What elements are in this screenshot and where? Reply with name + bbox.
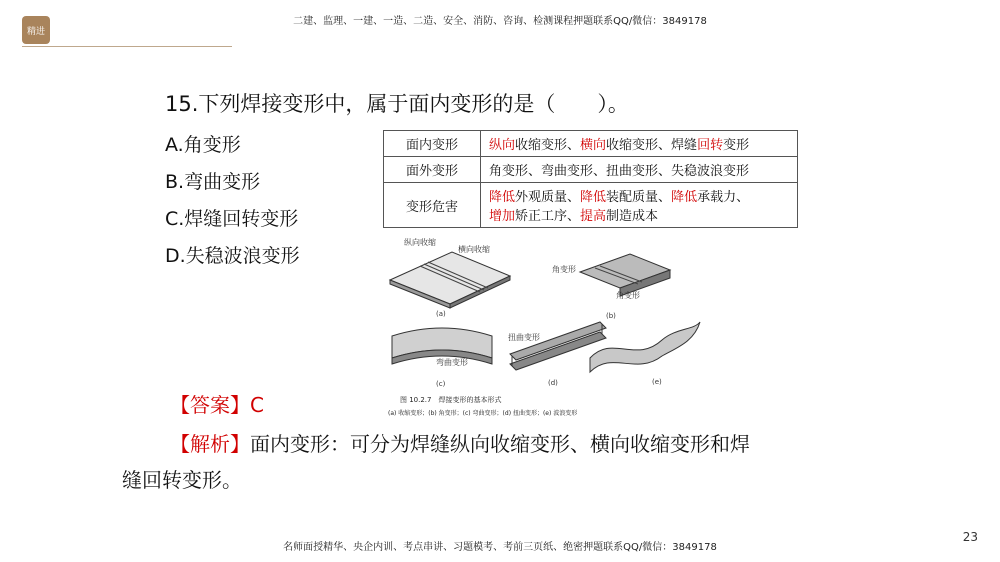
table-keyword: 纵向 [489, 138, 516, 153]
question-stem: 15.下列焊接变形中，属于面内变形的是（ ）。 [165, 92, 629, 116]
sublabel-d: (d) [548, 379, 558, 387]
table-row-content [481, 131, 798, 157]
label-angular-bottom: 角变形 [616, 291, 640, 300]
table-text: 变形 [723, 138, 750, 153]
deformation-table [383, 130, 798, 228]
label-twisting: 扭曲变形 [508, 333, 540, 342]
table-row-content [481, 183, 798, 228]
answer-value: C [250, 393, 264, 417]
table-text: 制造成本 [606, 209, 659, 224]
table-keyword: 降低 [580, 190, 607, 205]
sublabel-c: (c) [436, 380, 446, 388]
fig-a-shrinkage [390, 252, 510, 308]
table-keyword: 降低 [489, 190, 516, 205]
table-row-head: 面内变形 [384, 131, 481, 157]
table-row [384, 131, 798, 157]
table-row [384, 157, 798, 183]
option-a: A.角变形 [165, 134, 241, 156]
option-c: C.焊缝回转变形 [165, 208, 299, 230]
table-keyword: 横向 [580, 138, 607, 153]
table-keyword: 提高 [580, 209, 607, 224]
weld-deformation-figure [380, 232, 710, 424]
sublabel-e: (e) [652, 378, 662, 386]
fig-e-waviness [590, 322, 700, 372]
table-text: 装配质量、 [606, 190, 672, 205]
logo: 精进 [22, 16, 50, 44]
table-row-head: 变形危害 [384, 183, 481, 228]
table-text: 收缩变形、焊缝 [606, 138, 698, 153]
analysis-tag: 【解析】 [170, 432, 250, 456]
answer-tag: 【答案】 [170, 393, 250, 417]
option-b: B.弯曲变形 [165, 171, 261, 193]
label-angular-top: 角变形 [552, 265, 576, 274]
label-longitudinal: 纵向收缩 [404, 238, 436, 247]
answer [170, 389, 264, 418]
sublabel-b: (b) [606, 312, 616, 320]
analysis-text1: 面内变形：可分为焊缝纵向收缩变形、横向收缩变形和焊 [250, 432, 750, 456]
header-divider [22, 46, 232, 47]
table-keyword: 增加 [489, 209, 516, 224]
label-bending: 弯曲变形 [436, 358, 468, 367]
analysis-line2: 缝回转变形。 [122, 468, 242, 492]
table-text: 角变形、弯曲变形、扭曲变形、失稳波浪变形 [489, 164, 750, 179]
option-d: D.失稳波浪变形 [165, 245, 300, 267]
footer-banner: 名师面授精华、央企内训、考点串讲、习题模考、考前三页纸、绝密押题联系QQ/微信：3849178 [283, 542, 717, 553]
table-keyword: 回转 [697, 138, 724, 153]
label-transverse: 横向收缩 [458, 245, 490, 254]
table-text: 矫正工序、 [515, 209, 581, 224]
table-keyword: 降低 [671, 190, 698, 205]
header-banner: 二建、监理、一建、一造、二造、安全、消防、咨询、检测课程押题联系QQ/微信：3849178 [293, 16, 707, 27]
figure-caption-sub: (a) 收缩变形；(b) 角变形；(c) 弯曲变形；(d) 扭曲变形；(e) 波浪变形 [388, 410, 578, 417]
table-row-head: 面外变形 [384, 157, 481, 183]
table-text: 收缩变形、 [515, 138, 581, 153]
table-row [384, 183, 798, 228]
table-text: 外观质量、 [515, 190, 581, 205]
page-number: 23 [962, 530, 978, 544]
analysis-line1 [170, 428, 750, 457]
table-text: 承载力、 [697, 190, 750, 205]
sublabel-a: (a) [436, 310, 446, 318]
table-row-content [481, 157, 798, 183]
fig-b-angular [580, 254, 670, 296]
figure-caption: 图 10.2.7 焊接变形的基本形式 [400, 396, 502, 404]
